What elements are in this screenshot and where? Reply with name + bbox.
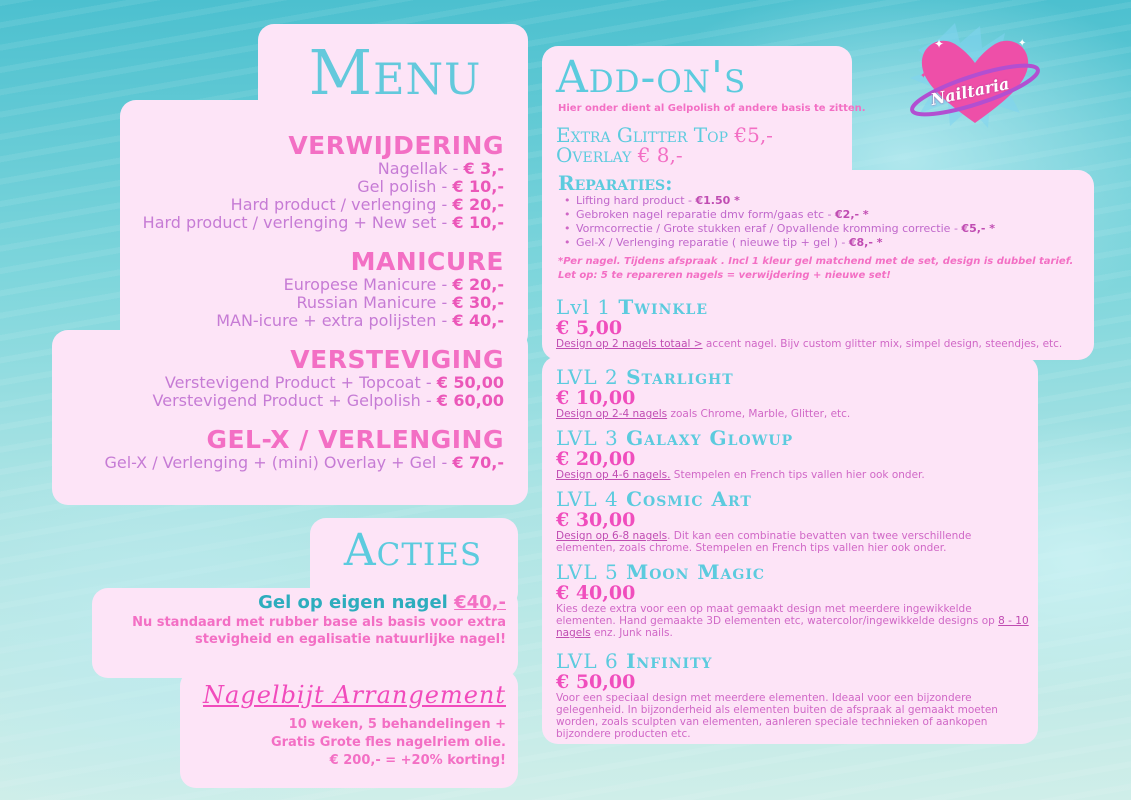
level-desc: Design op 4-6 nagels. Stempelen en French tips vallen hier ook onder. bbox=[556, 469, 925, 481]
level-price: € 5,00 bbox=[556, 317, 623, 339]
level-title: LVL 3 Galaxy Glowup bbox=[556, 426, 794, 450]
level-price: € 10,00 bbox=[556, 387, 636, 409]
list-item: • Vormcorrectie / Grote stukken eraf / Opvallende kromming correctie - €5,- * bbox=[562, 222, 1082, 236]
level-price: € 30,00 bbox=[556, 509, 636, 531]
price-line: Verstevigend Product + Topcoat - € 50,00 bbox=[164, 373, 504, 392]
section-heading-versteviging: VERSTEVIGING bbox=[290, 345, 504, 374]
level-title: LVL 6 Infinity bbox=[556, 649, 713, 673]
reparaties-note-1: *Per nagel. Tijdens afspraak . Incl 1 kleur gel matchend met de set, design is dubbel tarief. bbox=[558, 256, 1074, 267]
price-line: Hard product / verlenging - € 20,- bbox=[230, 195, 504, 214]
offer-heading bbox=[100, 592, 506, 614]
level-title: LVL 4 Cosmic Art bbox=[556, 487, 752, 511]
arrangement-line-2: Gratis Grote fles nagelriem olie. bbox=[270, 735, 506, 750]
addons-subtitle: Hier onder dient al Gelpolish of andere basis te zitten. bbox=[558, 103, 866, 114]
level-1 bbox=[556, 296, 1086, 350]
list-item: • Gel-X / Verlenging reparatie ( nieuwe tip + gel ) - €8,- * bbox=[562, 236, 1082, 250]
reparaties-list bbox=[562, 194, 1082, 250]
price-line: Nagellak - € 3,- bbox=[377, 159, 504, 178]
section-heading-verwijdering: VERWIJDERING bbox=[288, 131, 504, 160]
overlay-label: Overlay bbox=[556, 143, 632, 167]
level-desc: Kies deze extra voor een op maat gemaakt design met meerdere ingewikkelde elementen. Hand gemaakte 3D elementen etc, watercolor/ingewikkelde designs op 8 - 10 nagels enz. Junk nails. bbox=[556, 603, 1029, 639]
list-item: • Gebroken nagel reparatie dmv form/gaas etc - €2,- * bbox=[562, 208, 1082, 222]
level-title: LVL 5 Moon Magic bbox=[556, 560, 766, 584]
arrangement-block bbox=[190, 680, 506, 770]
offer-price: €40,- bbox=[454, 592, 506, 613]
level-price: € 20,00 bbox=[556, 448, 636, 470]
logo bbox=[900, 18, 1050, 138]
menu-title: Menu bbox=[308, 36, 482, 109]
reparaties-title: Reparaties: bbox=[558, 171, 673, 195]
section-heading-manicure: MANICURE bbox=[350, 247, 504, 276]
price-line: Hard product / verlenging + New set - € 10,- bbox=[142, 213, 504, 232]
logo-text: Nailtaria bbox=[929, 73, 1011, 110]
level-price: € 50,00 bbox=[556, 671, 636, 693]
level-6 bbox=[556, 650, 1032, 740]
acties-title: Acties bbox=[343, 525, 483, 576]
level-4 bbox=[556, 488, 1026, 554]
acties-offer bbox=[100, 592, 506, 648]
glitter-label: Extra Glitter Top bbox=[556, 123, 729, 147]
price-line: Russian Manicure - € 30,- bbox=[296, 293, 504, 312]
offer-desc-1: Nu standaard met rubber base als basis voor extra bbox=[132, 615, 506, 630]
menu-sections bbox=[70, 132, 504, 472]
section-heading-gelx: GEL-X / VERLENGING bbox=[206, 425, 504, 454]
overlay-line bbox=[556, 144, 683, 166]
glitter-price: €5,- bbox=[734, 123, 773, 147]
level-price: € 40,00 bbox=[556, 582, 636, 604]
price-line: Verstevigend Product + Gelpolish - € 60,00 bbox=[152, 391, 504, 410]
price-line: Gel polish - € 10,- bbox=[357, 177, 504, 196]
level-3 bbox=[556, 427, 1026, 481]
price-line: Gel-X / Verlenging + (mini) Overlay + Gel - € 70,- bbox=[104, 453, 504, 472]
level-2 bbox=[556, 366, 1026, 420]
offer-desc-2: stevigheid en egalisatie natuurlijke nagel! bbox=[195, 632, 506, 647]
level-title: LVL 2 Starlight bbox=[556, 365, 734, 389]
svg-text:✦: ✦ bbox=[920, 71, 927, 80]
svg-text:✦: ✦ bbox=[1018, 38, 1027, 49]
reparaties-note-2: Let op: 5 te repareren nagels = verwijdering + nieuwe set! bbox=[558, 270, 891, 281]
arrangement-line-1: 10 weken, 5 behandelingen + bbox=[288, 717, 506, 732]
level-desc: Voor een speciaal design met meerdere elementen. Ideaal voor een bijzondere gelegenheid. In bijzonderheid als elementen buiten de afspraak al gemaakt moeten worden, zoals sculpten van elementen, aanleren speciale technieken of aankopen bijzondere producten etc. bbox=[556, 692, 998, 740]
level-desc: Design op 6-8 nagels. Dit kan een combinatie bevatten van twee verschillende elementen, zoals chrome. Stempelen en French tips vallen hier ook onder. bbox=[556, 530, 972, 554]
level-desc: Design op 2-4 nagels zoals Chrome, Marble, Glitter, etc. bbox=[556, 408, 851, 420]
svg-text:✦: ✦ bbox=[934, 37, 945, 51]
arrangement-line-3: € 200,- = +20% korting! bbox=[329, 753, 506, 768]
level-5 bbox=[556, 561, 1032, 639]
addons-title: Add-on's bbox=[556, 52, 747, 103]
list-item: • Lifting hard product - €1.50 * bbox=[562, 194, 1082, 208]
price-line: Europese Manicure - € 20,- bbox=[283, 275, 504, 294]
arrangement-title: Nagelbijt Arrangement bbox=[203, 681, 506, 709]
level-title: Lvl 1 Twinkle bbox=[556, 295, 709, 319]
overlay-price: € 8,- bbox=[637, 143, 683, 167]
offer-label: Gel op eigen nagel bbox=[258, 592, 448, 613]
price-line: MAN-icure + extra polijsten - € 40,- bbox=[216, 311, 504, 330]
level-desc: Design op 2 nagels totaal > accent nagel. Bijv custom glitter mix, simpel design, steendjes, etc. bbox=[556, 338, 1063, 350]
